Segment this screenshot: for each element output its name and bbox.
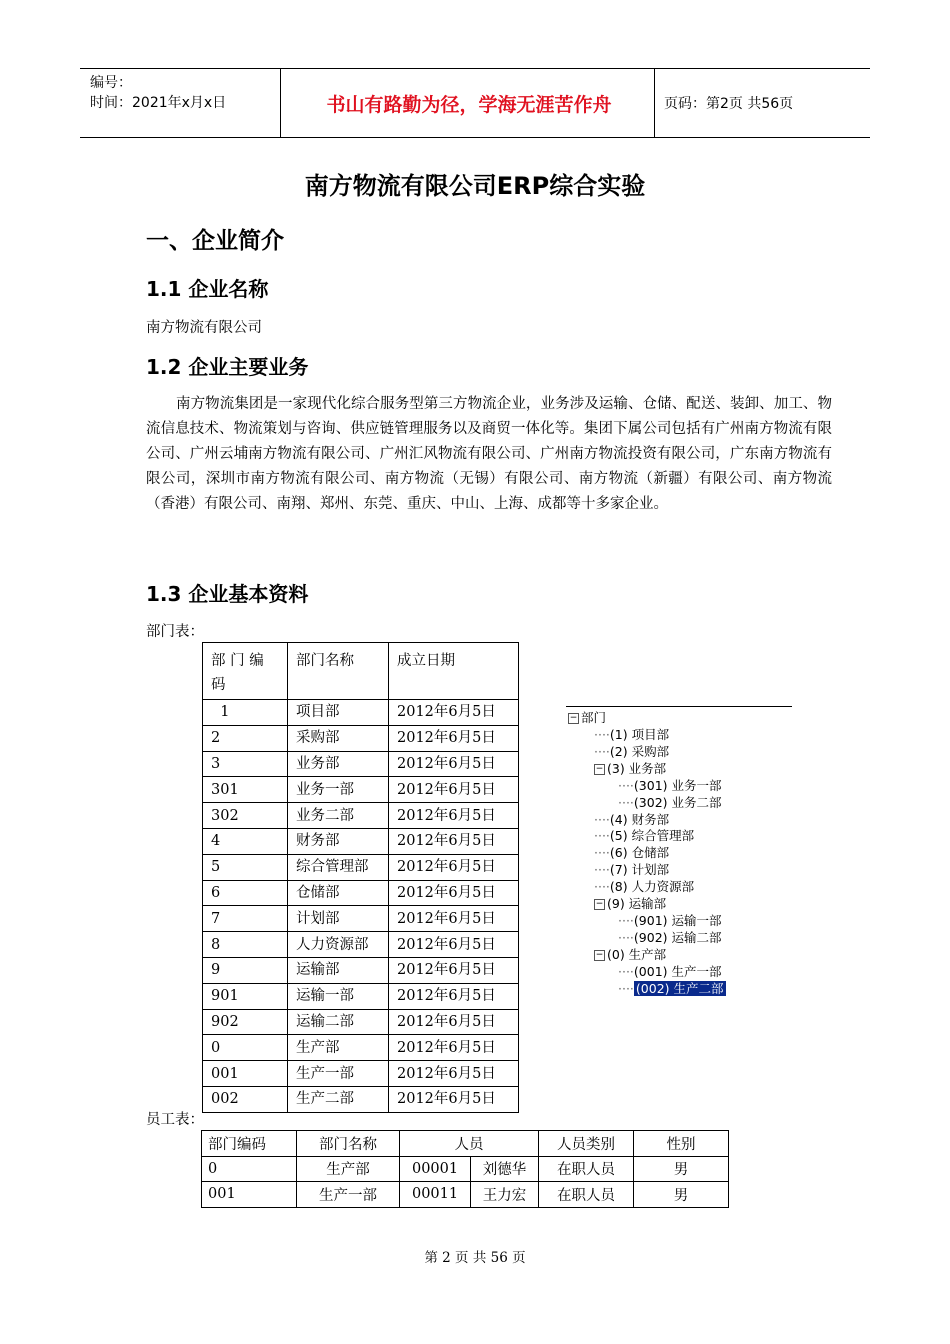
table-cell: 2012年6月5日 [389,1009,519,1035]
header-cell: 成立日期 [389,643,519,700]
table-cell: 2012年6月5日 [389,777,519,803]
table-cell: 生产部 [297,1156,400,1182]
tree-label: (0) 生产部 [607,946,667,962]
tree-connector-icon: ···· [594,828,610,844]
tree-node[interactable] [618,981,726,997]
collapse-icon[interactable]: − [569,713,578,723]
table-row [203,1061,519,1087]
table-cell: 2012年6月5日 [389,1061,519,1087]
table-cell: 仓储部 [288,880,389,906]
tree-node[interactable] [594,744,669,760]
dept-table-caption: 部门表： [146,624,204,640]
tree-connector-icon: ···· [594,879,610,895]
tree-label: (902) 运输二部 [633,929,722,945]
tree-label: (3) 业务部 [607,760,667,776]
tree-connector-icon: ···· [618,929,634,945]
employee-table [201,1130,729,1208]
collapse-icon[interactable]: − [595,899,604,909]
table-row [203,1035,519,1061]
tree-node[interactable] [618,778,722,794]
header-meta [90,73,226,113]
tree-node[interactable] [594,947,666,963]
table-cell: 7 [203,906,288,932]
tree-connector-icon: ···· [594,743,610,759]
table-cell: 2012年6月5日 [389,803,519,829]
header-cell: 部门编码 [202,1131,297,1157]
table-row [202,1182,729,1208]
table-cell: 901 [203,983,288,1009]
tree-label: (1) 项目部 [609,727,670,742]
emp-table-caption: 员工表： [146,1112,204,1128]
table-cell: 2012年6月5日 [389,828,519,854]
tree-label: (001) 生产一部 [633,963,722,979]
table-row [203,725,519,751]
table-cell: 2012年6月5日 [389,725,519,751]
tree-connector-icon: ···· [618,963,634,979]
header-divider [654,69,655,137]
tree-node[interactable] [594,845,669,861]
table-cell: 生产二部 [288,1086,389,1112]
tree-connector-icon: ···· [594,862,610,878]
tree-node[interactable] [618,795,722,811]
table-cell: 2012年6月5日 [389,932,519,958]
table-cell: 运输二部 [288,1009,389,1035]
tree-connector-icon: ···· [618,980,634,996]
table-row [203,1009,519,1035]
table-cell: 8 [203,932,288,958]
header-cell: 人员 [400,1131,539,1157]
table-cell: 001 [202,1182,297,1208]
tree-label: (301) 业务一部 [633,777,722,793]
page-indicator: 页码：第2页 共56页 [664,96,794,112]
header-divider [280,69,281,137]
tree-node[interactable] [594,812,669,828]
table-cell: 00011 [400,1182,471,1208]
department-table [202,642,519,1113]
header-cell: 部 门 编 码 [203,643,288,700]
table-cell: 301 [203,777,288,803]
business-paragraph: 南方物流集团是一家现代化综合服务型第三方物流企业，业务涉及运输、仓储、配送、装卸、加工、物流信息技术、物流策划与咨询、供应链管理服务以及商贸一体化等。集团下属公司包括有广州南方物流有限公司、广州云埔南方物流有限公司、广州汇风物流有限公司、广州南方物流投资有限公司，广东南方物流有限公司，深圳市南方物流有限公司、南方物流（无锡）有限公司、南方物流（新疆）有限公司、南方物流（香港）有限公司、南翔、郑州、东莞、重庆、中山、上海、成都等十多家企业。 [146,396,832,512]
tree-root[interactable] [568,710,606,726]
time-label: 时间：2021年x月x日 [90,95,227,111]
document-title: 南方物流有限公司ERP综合实验 [304,172,646,200]
table-cell: 2012年6月5日 [389,751,519,777]
header-cell: 性别 [634,1131,729,1157]
tree-connector-icon: ···· [594,727,610,742]
header-cell: 人员类别 [539,1131,634,1157]
header-cell: 部门名称 [288,643,389,700]
tree-node[interactable] [618,930,722,946]
table-cell: 在职人员 [539,1156,634,1182]
table-row [203,1086,519,1112]
table-row [203,957,519,983]
table-cell: 运输部 [288,957,389,983]
table-row [203,803,519,829]
tree-label: (8) 人力资源部 [609,879,695,895]
tree-connector-icon: ···· [594,811,610,827]
table-cell: 2012年6月5日 [389,906,519,932]
table-row [203,880,519,906]
tree-node[interactable] [594,828,694,844]
table-row [203,751,519,777]
tree-top-border [566,706,792,707]
tree-connector-icon: ···· [618,912,634,928]
tree-label: (6) 仓储部 [609,845,670,861]
tree-label: (302) 业务二部 [633,794,722,810]
tree-connector-icon: ···· [594,845,610,861]
header-cell: 部门名称 [297,1131,400,1157]
table-cell: 0 [203,1035,288,1061]
table-cell: 0 [202,1156,297,1182]
collapse-icon[interactable]: − [595,763,604,774]
table-cell: 00001 [400,1156,471,1182]
table-row [203,932,519,958]
tree-label: (4) 财务部 [609,811,670,827]
table-cell: 采购部 [288,725,389,751]
table-cell: 业务二部 [288,803,389,829]
table-cell: 计划部 [288,906,389,932]
table-cell: 6 [203,880,288,906]
table-cell: 1 [203,700,288,726]
table-cell: 生产部 [288,1035,389,1061]
table-row [203,777,519,803]
table-cell: 2012年6月5日 [389,854,519,880]
table-cell: 002 [203,1086,288,1112]
table-row [203,983,519,1009]
table-cell: 男 [634,1182,729,1208]
table-header-row [202,1131,729,1157]
page-header [80,68,870,138]
company-name-text: 南方物流有限公司 [146,320,262,336]
table-cell: 运输一部 [288,983,389,1009]
table-cell: 5 [203,854,288,880]
tree-node[interactable] [594,896,666,912]
tree-node[interactable] [594,761,666,777]
tree-node[interactable] [618,964,722,980]
table-header-row [203,643,519,700]
table-cell: 2012年6月5日 [389,957,519,983]
table-row [203,854,519,880]
tree-node[interactable] [618,913,722,929]
tree-node[interactable] [594,727,669,743]
table-row [203,906,519,932]
tree-label: (7) 计划部 [609,862,670,878]
table-cell: 男 [634,1156,729,1182]
tree-node[interactable] [594,862,669,878]
collapse-icon[interactable]: − [595,949,604,960]
table-cell: 2012年6月5日 [389,1086,519,1112]
table-cell: 3 [203,751,288,777]
table-cell: 生产一部 [288,1061,389,1087]
table-cell: 2012年6月5日 [389,880,519,906]
table-cell: 2012年6月5日 [389,983,519,1009]
table-cell: 902 [203,1009,288,1035]
table-cell: 综合管理部 [288,854,389,880]
table-cell: 2 [203,725,288,751]
tree-label: (002) 生产二部 [635,980,724,996]
table-cell: 4 [203,828,288,854]
number-label: 编号： [90,75,132,91]
table-cell: 业务一部 [288,777,389,803]
table-cell: 001 [203,1061,288,1087]
table-cell: 刘德华 [471,1156,539,1182]
table-row [203,700,519,726]
table-cell: 人力资源部 [288,932,389,958]
tree-label: (5) 综合管理部 [609,828,695,844]
table-cell: 2012年6月5日 [389,700,519,726]
table-cell: 王力宏 [471,1182,539,1208]
header-motto: 书山有路勤为径，学海无涯苦作舟 [326,93,612,116]
table-cell: 2012年6月5日 [389,1035,519,1061]
table-cell: 业务部 [288,751,389,777]
tree-connector-icon: ···· [618,777,634,793]
table-cell: 9 [203,957,288,983]
table-cell: 302 [203,803,288,829]
subsection-heading-1-2: 1.2 企业主要业务 [146,355,309,379]
section-heading: 一、企业简介 [146,228,284,254]
table-row [202,1156,729,1182]
tree-label: (901) 运输一部 [633,912,722,928]
tree-connector-icon: ···· [618,794,634,810]
table-row [203,828,519,854]
subsection-heading-1-1: 1.1 企业名称 [146,277,269,301]
table-cell: 生产一部 [297,1182,400,1208]
page-footer: 第 2 页 共 56 页 [424,1250,526,1266]
subsection-heading-1-3: 1.3 企业基本资料 [146,582,309,606]
table-cell: 在职人员 [539,1182,634,1208]
table-cell: 项目部 [288,700,389,726]
tree-label: (9) 运输部 [607,896,667,911]
tree-label: (2) 采购部 [609,743,670,759]
tree-node[interactable] [594,879,694,895]
tree-label: 部门 [581,710,607,725]
table-cell: 财务部 [288,828,389,854]
